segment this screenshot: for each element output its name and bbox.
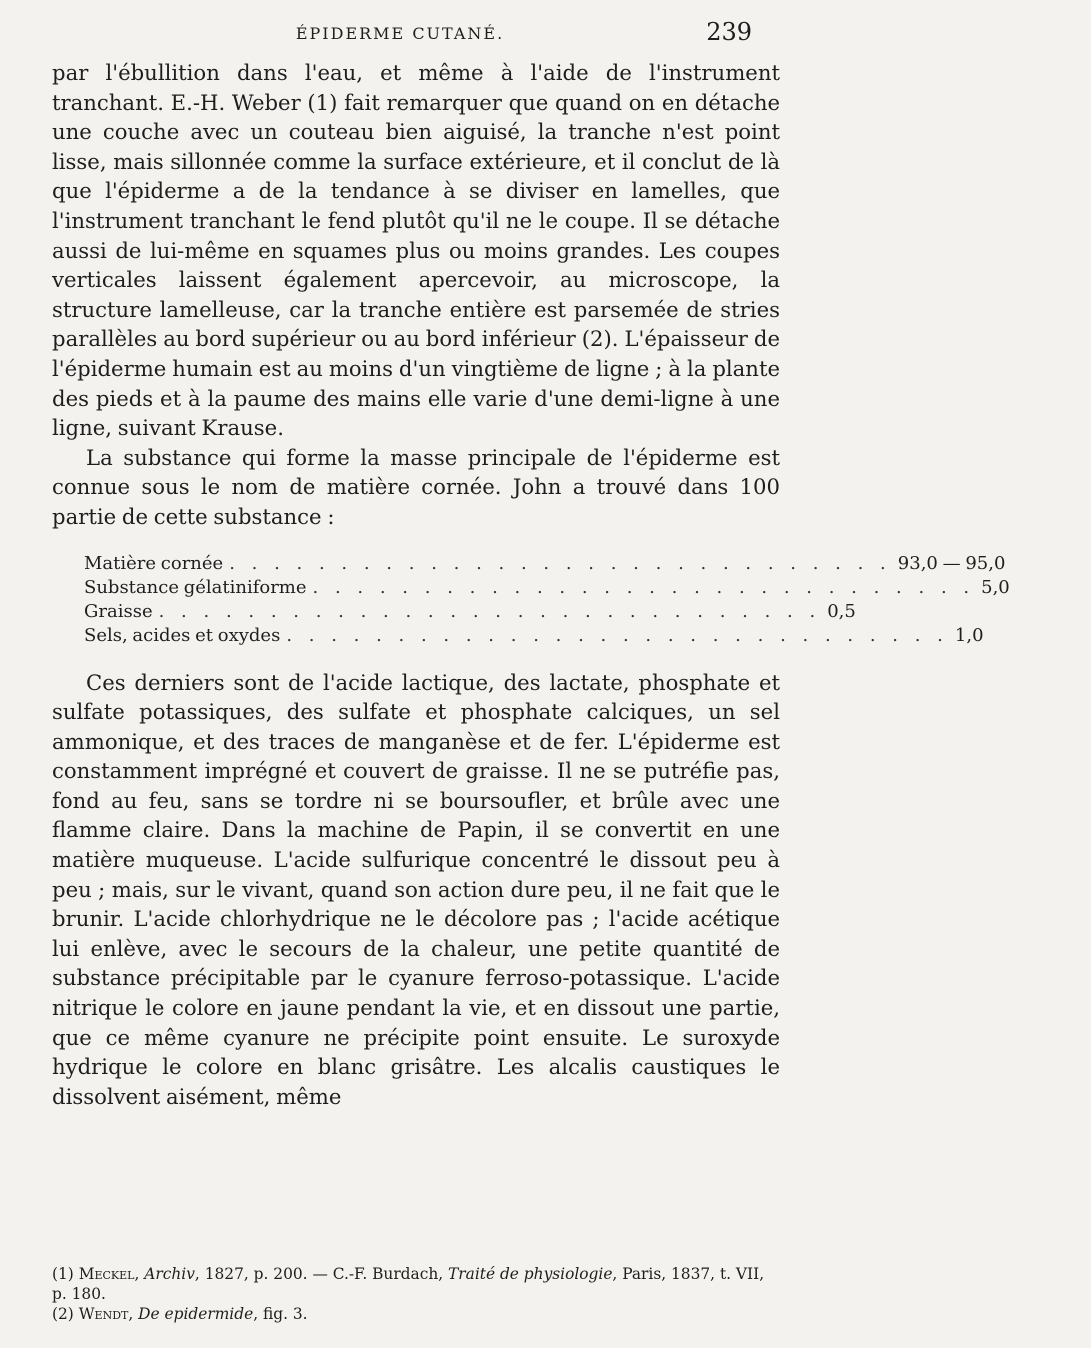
composition-value: 5,0 — [981, 576, 1010, 598]
composition-row — [84, 624, 984, 648]
footnotes — [52, 1264, 780, 1324]
footnote-marker: (1) — [52, 1265, 74, 1283]
footnote-work: De epidermide — [138, 1305, 254, 1323]
page-number: 239 — [706, 18, 752, 46]
footnote-details: , fig. 3. — [253, 1305, 308, 1323]
composition-row — [84, 576, 1010, 600]
footnote-1: (1) Meckel, Archiv, 1827, p. 200. — C.-F. Burdach, Traité de physiologie, Paris, 1837, t. VII, p. 180. — [52, 1265, 765, 1303]
footnote-work-2: Traité de physiologie — [448, 1265, 613, 1283]
composition-label: Graisse — [84, 600, 153, 622]
composition-table — [84, 552, 1010, 648]
composition-value: 93,0 — 95,0 — [897, 552, 1006, 574]
footnote-work: Archiv — [144, 1265, 195, 1283]
composition-label: Sels, acides et oxydes — [84, 624, 281, 646]
footnote-details: , 1827, p. 200. — C.-F. Burdach, — [194, 1265, 444, 1283]
footnote-2: (2) Wendt, De epidermide, fig. 3. — [52, 1305, 308, 1323]
composition-row — [84, 600, 856, 624]
composition-label: Substance gélatiniforme — [84, 576, 307, 598]
leader-dots: . . . . . . . . . . . . . . . . . . . . . . . . . . . . . . — [229, 552, 892, 574]
composition-row — [84, 552, 1006, 576]
composition-value: 0,5 — [827, 600, 856, 622]
footnote-marker: (2) — [52, 1305, 74, 1323]
paragraph-3: Ces derniers sont de l'acide lactique, des lactate, phosphate et sulfate potassiques, des sulfate et phosphate calciques, un sel ammonique, et des traces de manganèse et de fer. L'épiderme est constamment imprégné et couvert de graisse. Il ne se putréfie pas, fond au feu, sans se tordre ni se boursoufler, et brûle avec une flamme claire. Dans la machine de Papin, il se convertit en une matière muqueuse. L'acide sulfurique concentré le dissout peu à peu ; mais, sur le vivant, quand son action dure peu, il ne fait que le brunir. L'acide chlorhydrique ne le décolore pas ; l'acide acétique lui enlève, avec le secours de la chaleur, une petite quantité de substance précipitable par le cyanure ferroso-potassique. L'acide nitrique le colore en jaune pendant la vie, et en dissout une partie, que ce même cyanure ne précipite point ensuite. Le suroxyde hydrique le colore en blanc grisâtre. Les alcalis caustiques le dissolvent aisément, même — [52, 669, 780, 1109]
leader-dots: . . . . . . . . . . . . . . . . . . . . . . . . . . . . . . — [312, 576, 976, 598]
page-header — [40, 14, 760, 54]
composition-value: 1,0 — [954, 624, 984, 646]
composition-label: Matière cornée — [84, 552, 224, 574]
running-head: ÉPIDERME CUTANÉ. — [295, 24, 505, 43]
paragraph-1: par l'ébullition dans l'eau, et même à l'aide de l'instrument tranchant. E.-H. Weber (1) fait remarquer que quand on en détache une couche avec un couteau bien aiguisé, la tranche n'est point lisse, mais sillonnée comme la surface extérieure, et il conclut de là que l'épiderme a de la tendance à se diviser en lamelles, que l'instrument tranchant le fend plutôt qu'il ne le coupe. Il se détache aussi de lui-même en squames plus ou moins grandes. Les coupes verticales laissent également apercevoir, au microscope, la structure lamelleuse, car la tranche entière est parsemée de stries parallèles au bord supérieur ou au bord inférieur (2). L'épaisseur de l'épiderme humain est au moins d'un vingtième de ligne ; à la plante des pieds et à la paume des mains elle varie d'une demi-ligne à une ligne, suivant Krause. — [52, 60, 780, 441]
leader-dots: . . . . . . . . . . . . . . . . . . . . . . . . . . . . . . — [158, 600, 822, 622]
paragraph-2: La substance qui forme la masse principale de l'épiderme est connue sous le nom de matière cornée. John a trouvé dans 100 partie de cette substance : — [52, 444, 780, 529]
leader-dots: . . . . . . . . . . . . . . . . . . . . . . . . . . . . . . — [286, 624, 949, 646]
footnote-details-2: , Paris, 1837, t. VII, p. 180. — [52, 1265, 765, 1303]
footnote-author: Wendt — [78, 1305, 129, 1323]
body-text — [52, 58, 1010, 1111]
footnote-author: Meckel — [78, 1265, 135, 1283]
